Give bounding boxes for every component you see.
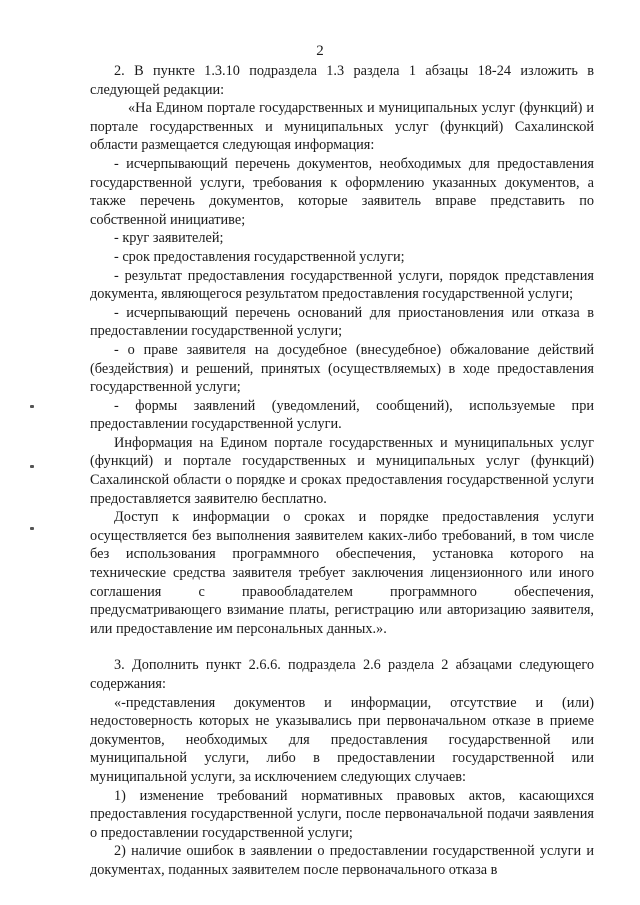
- paragraph-addition: «-представления документов и информации, отсутствие и (или) недостоверность которых не указывались при первоначальном отказе в приеме документов, необходимых для предоставления государственной или муниципальной услуги, либо в предоставлении государственной или муниципальной услуги, за исключением следующих случаев:: [90, 694, 594, 785]
- paragraph-item-2: 2. В пункте 1.3.10 подраздела 1.3 раздела 1 абзацы 18-24 изложить в следующей редакции:: [90, 63, 594, 98]
- margin-mark: [30, 405, 34, 408]
- page-number: 2: [316, 43, 324, 59]
- list-item: - формы заявлений (уведомлений, сообщений), используемые при предоставлении государственной услуги.: [90, 397, 594, 433]
- list-item: 2) наличие ошибок в заявлении о предоставлении государственной услуги и документах, поданных заявителем после первоначального отказа в: [90, 843, 594, 878]
- paragraph-info: Информация на Едином портале государственных и муниципальных услуг (функций) и портале государственных и муниципальных услуг (функций) Сахалинской области о порядке и сроках предоставления государственной услуги предоставляется заявителю бесплатно.: [90, 434, 594, 507]
- margin-mark: [30, 465, 34, 468]
- margin-mark: [30, 527, 34, 530]
- paragraph-gap: [90, 638, 594, 656]
- document-body: [90, 62, 594, 880]
- list-item: - исчерпывающий перечень документов, необходимых для предоставления государственной услуги, требования к оформлению указанных документов, а также перечень документов, которые заявитель вправе представить по собственной инициативе;: [90, 155, 594, 228]
- list-item: - о праве заявителя на досудебное (внесудебное) обжалование действий (бездействия) и решений, принятых (осуществляемых) в ходе предоставления государственной услуги;: [90, 341, 594, 396]
- list-item: - срок предоставления государственной услуги;: [114, 248, 405, 265]
- list-item: - исчерпывающий перечень оснований для приостановления или отказа в предоставлении государственной услуги;: [90, 304, 594, 340]
- paragraph-access: Доступ к информации о сроках и порядке предоставления услуги осуществляется без выполнения заявителем каких-либо требований, в том числе без использования программного обеспечения, установка которого на технические средства заявителя требует заключения лицензионного или иного соглашения с правообладателем программного обеспечения, предусматривающего взимание платы, регистрацию или авторизацию заявителя, или предоставление им персональных данных.».: [90, 509, 594, 637]
- list-item: - круг заявителей;: [114, 230, 224, 247]
- paragraph-item-3: 3. Дополнить пункт 2.6.6. подраздела 2.6 раздела 2 абзацами следующего содержания:: [90, 657, 594, 692]
- list-item: - результат предоставления государственной услуги, порядок представления документа, являющегося результатом предоставления государственной услуги;: [90, 267, 594, 303]
- paragraph-intro: «На Едином портале государственных и муниципальных услуг (функций) и портале государственных и муниципальных услуг (функций) Сахалинской области размещается следующая информация:: [90, 100, 594, 154]
- list-item: 1) изменение требований нормативных правовых актов, касающихся предоставления государственной услуги, после первоначальной подачи заявления о предоставлении государственной услуги;: [90, 787, 594, 841]
